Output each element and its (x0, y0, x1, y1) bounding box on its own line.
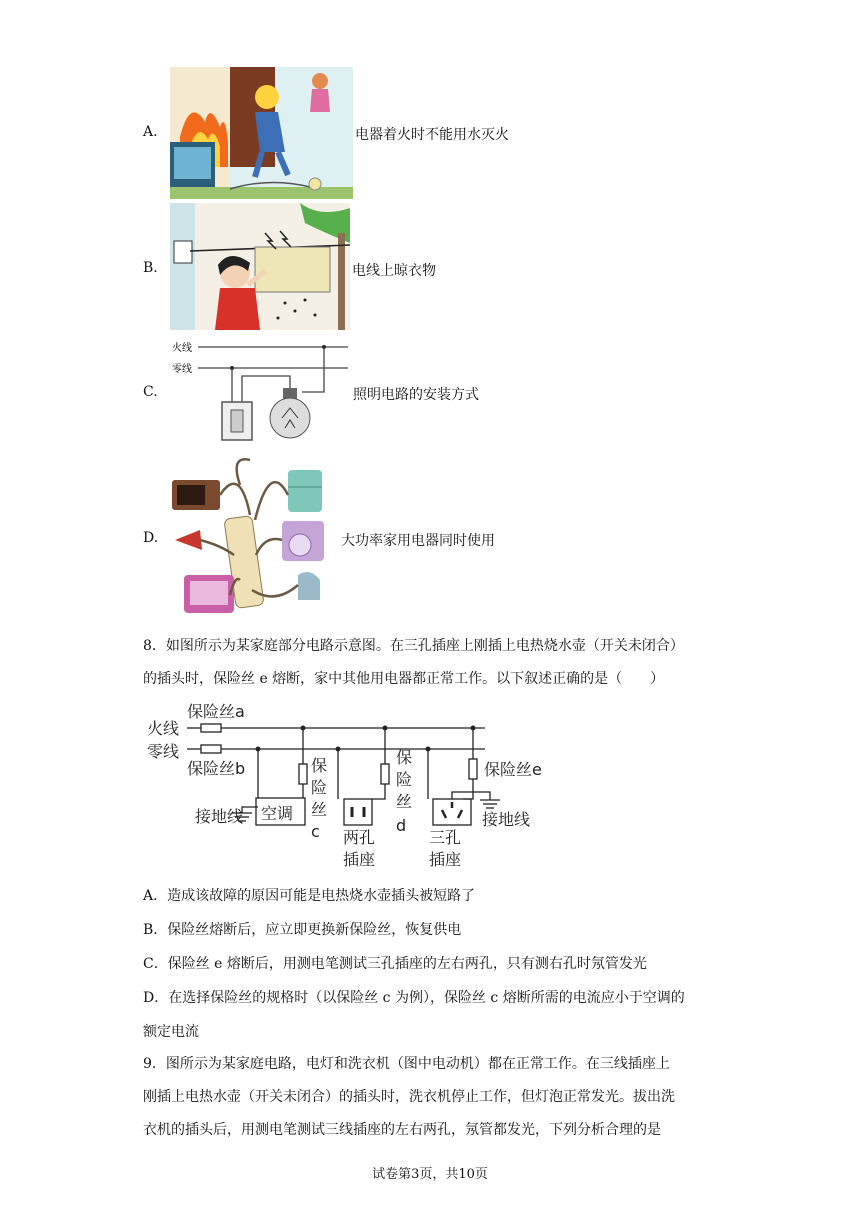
fuse-b (201, 745, 221, 753)
fuse-d-char-2: 险 (396, 770, 413, 789)
option-a-caption: 电器着火时不能用水灭火 (355, 127, 509, 143)
fuse-c-char-2: 险 (311, 778, 328, 797)
hanging-cloth (255, 247, 330, 292)
light-bulb (270, 398, 310, 438)
question-9-stem (143, 1048, 723, 1147)
question-8-choice-d-line-1[interactable]: D．在选择保险丝的规格时（以保险丝 c 为例），保险丝 c 熔断所需的电流应小于空调的 (143, 990, 685, 1006)
question-8-line-2: 的插头时，保险丝 e 熔断，家中其他用电器都正常工作。以下叙述正确的是（ ） (143, 671, 665, 687)
page-footer: 试卷第3页，共10页 (372, 1167, 488, 1182)
option-c-caption: 照明电路的安装方式 (353, 387, 479, 403)
vacuum-shape (298, 572, 320, 600)
question-8-choice-b[interactable]: B．保险丝熔断后，应立即更换新保险丝，恢复供电 (143, 922, 462, 938)
question-9-line-3: 衣机的插头后，用测电笔测试三线插座的左右两孔，氖管都发光，下列分析合理的是 (143, 1122, 661, 1138)
three-hole-socket-label-1: 三孔 (429, 828, 462, 847)
question-9-line-2: 刚插上电热水壶（开关未闭合）的插头时，洗衣机停止工作，但灯泡正常发光。拔出洗 (143, 1089, 675, 1105)
option-b-letter: B. (143, 260, 158, 276)
fuse-c (299, 764, 307, 784)
question-8-stem (143, 630, 723, 696)
fuse-c-char-1: 保 (311, 756, 328, 775)
helmet-shape (255, 85, 279, 109)
ground-wire-label-left: 接地线 (195, 807, 244, 826)
fuse-e (469, 759, 477, 779)
clothes-on-wire-illustration (170, 203, 350, 330)
option-c-letter: C. (143, 384, 158, 400)
option-d-letter: D. (143, 530, 159, 546)
option-b-caption: 电线上晾衣物 (352, 263, 436, 279)
fuse-a-label: 保险丝a (187, 702, 245, 721)
question-8-line-1: 8．如图所示为某家庭部分电路示意图。在三孔插座上刚插上电热烧水壶（开关未闭合） (143, 638, 684, 654)
refrigerator-shape (288, 470, 322, 512)
live-wire-label: 火线 (172, 343, 192, 354)
fuse-e-label: 保险丝e (484, 760, 542, 779)
air-conditioner-label: 空调 (261, 804, 294, 823)
iron-shape (175, 530, 202, 550)
fire-safety-illustration (170, 67, 353, 199)
question-8-circuit-diagram (145, 697, 550, 872)
fuse-b-label: 保险丝b (187, 759, 246, 778)
question-8-choice-c[interactable]: C．保险丝 e 熔断后，用测电笔测试三孔插座的左右两孔，只有测右孔时氖管发光 (143, 956, 647, 972)
neutral-wire-label: 零线 (147, 742, 180, 761)
question-8-choice-d-line-2: 额定电流 (143, 1024, 199, 1040)
fuse-d-char-3: 丝 (396, 792, 413, 811)
meter-box (174, 241, 192, 263)
two-hole-socket (344, 799, 372, 825)
ground-wire-label-right: 接地线 (482, 810, 531, 829)
child-figure (310, 89, 330, 112)
fuse-c-char-3: 丝 (311, 800, 328, 819)
question-9-line-1: 9．图所示为某家庭电路，电灯和洗衣机（图中电动机）都在正常工作。在三线插座上 (143, 1056, 670, 1072)
fuse-d (381, 764, 389, 784)
option-a-letter: A. (143, 124, 158, 140)
live-wire-label: 火线 (147, 719, 180, 738)
question-8-choice-a[interactable]: A．造成该故障的原因可能是电热烧水壶插头被短路了 (143, 888, 476, 904)
fuse-c-char-4: c (311, 822, 320, 841)
two-hole-socket-label-1: 两孔 (343, 828, 376, 847)
neutral-wire-label: 零线 (172, 364, 192, 375)
three-hole-socket-label-2: 插座 (429, 850, 462, 869)
fuse-d-char-1: 保 (396, 748, 413, 767)
option-d-caption: 大功率家用电器同时使用 (341, 533, 495, 549)
two-hole-socket-label-2: 插座 (343, 850, 376, 869)
fuse-a (201, 724, 221, 732)
appliance-overload-illustration (170, 455, 340, 619)
fuse-d-char-4: d (396, 816, 407, 835)
lighting-circuit-diagram (170, 338, 350, 444)
